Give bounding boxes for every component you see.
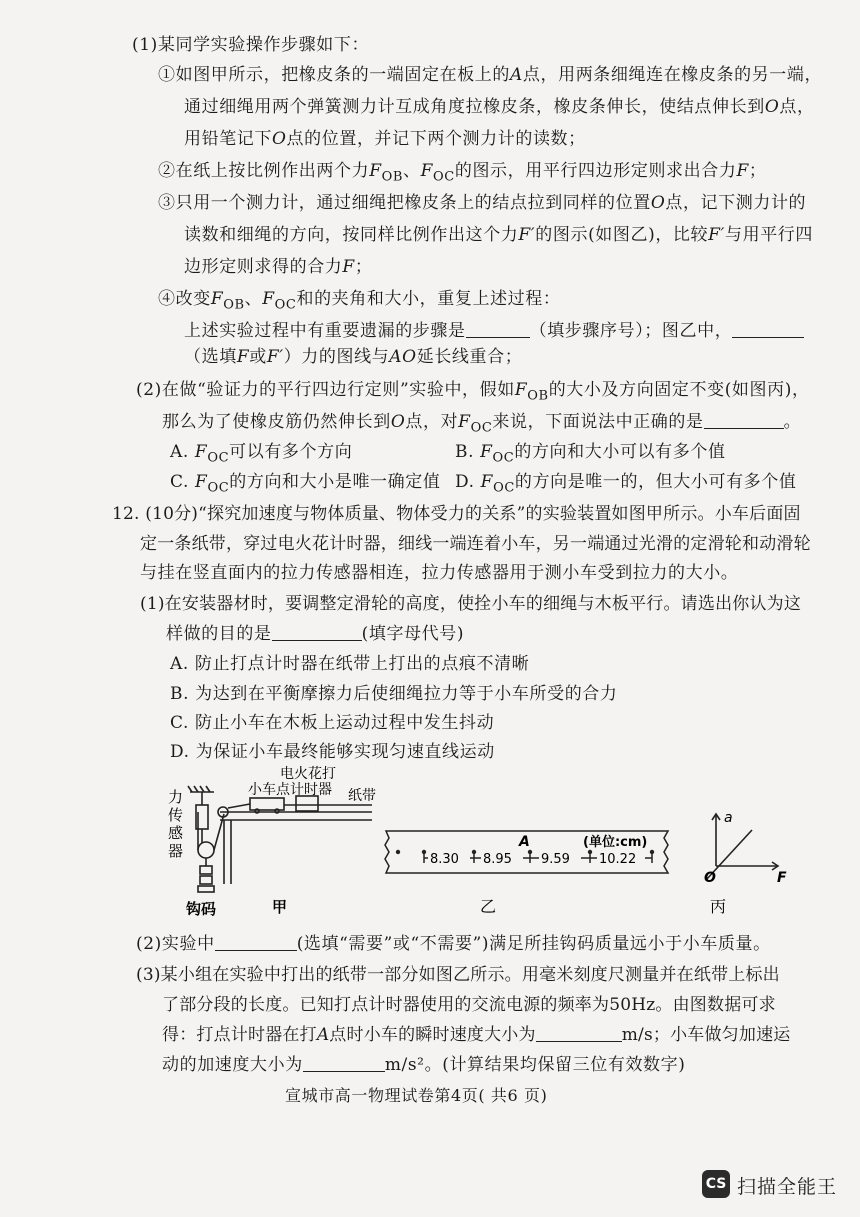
tape-seg-2: 8.95: [483, 852, 512, 867]
graph-origin: O: [704, 870, 716, 886]
q11-step4: ④改变$F_{OB}$、$F_{OC}$和的夹角和大小，重复上述过程：: [158, 289, 561, 313]
q11-step1-line3: 用铅笔记下O点的位置，并记下两个测力计的读数；: [184, 129, 586, 149]
q12-option-b: B. 为达到在平衡摩擦力后使细绳拉力等于小车所受的合力: [170, 684, 618, 704]
q12-part3-line1: (3)某小组在实验中打出的纸带一部分如图乙所示。用毫米刻度尺测量并在纸带上标出: [136, 965, 780, 985]
tape-seg-4: 10.22: [599, 852, 637, 867]
answer-blank-velocity[interactable]: [536, 1023, 622, 1042]
q11-part2-line2: 那么为了使橡皮筋仍然伸长到O点，对$F_{OC}$来说，下面说法中正确的是 。: [162, 412, 802, 436]
scanner-logo-icon: CS: [702, 1170, 730, 1198]
tape-point-a: A: [519, 834, 530, 850]
label-sensor-1: 力: [168, 788, 184, 806]
q12-option-a: A. 防止打点计时器在纸带上打出的点痕不清晰: [170, 654, 530, 674]
q12-part1-line1: (1)在安装器材时，要调整定滑轮的高度，使拴小车的细绳与木板平行。请选出你认为这: [140, 594, 802, 614]
q12-head-line2: 定一条纸带，穿过电火花计时器，细线一端连着小车，另一端通过光滑的定滑轮和动滑轮: [140, 534, 811, 554]
page-footer: 宣城市高一物理试卷第4页( 共6 页): [285, 1086, 548, 1105]
q12-option-d: D. 为保证小车最终能够实现匀速直线运动: [170, 742, 495, 762]
q11-option-c: C. $F_{OC}$的方向和大小是唯一确定值: [170, 472, 441, 496]
q11-step1-line2: 通过细绳用两个弹簧测力计互成角度拉橡皮条，橡皮条伸长，使结点伸长到O点，: [184, 97, 815, 117]
caption-yi: 乙: [480, 897, 497, 916]
graph-x-label: F: [777, 870, 787, 886]
label-weight: 钩码: [186, 900, 217, 918]
q12-part3-line4: 动的加速度大小为 m/s²。(计算结果均保留三位有效数字): [162, 1055, 686, 1075]
q12-head-line1: 12. (10分)“探究加速度与物体质量、物体受力的关系”的实验装置如图甲所示。小车后面固: [112, 504, 801, 524]
q11-option-b: B. $F_{OC}$的方向和大小可以有多个值: [455, 442, 726, 466]
q12-part2: (2)实验中 (选填“需要”或“不需要”)满足所挂钩码质量远小于小车质量。: [136, 934, 771, 954]
q11-step2: ②在纸上按比例作出两个力$F_{OB}$、$F_{OC}$的图示，用平行四边形定则求出合力F；: [158, 161, 767, 185]
label-timer-2: 小车点计时器: [248, 782, 332, 798]
q11-option-a: A. $F_{OC}$可以有多个方向: [170, 442, 353, 466]
q11-part1-intro: (1)某同学实验操作步骤如下：: [132, 35, 370, 55]
q11-question-line2: （选填F或F′）力的图线与AO延长线重合；: [184, 347, 523, 367]
label-sensor-3: 感: [168, 824, 184, 842]
q11-question-line1: 上述实验过程中有重要遗漏的步骤是 （填步骤序号）；图乙中，: [184, 319, 804, 343]
tape-unit: (单位:cm): [583, 835, 648, 850]
label-timer-1: 电火花打: [280, 766, 336, 782]
q11-step3-line1: ③只用一个测力计，通过细绳把橡皮条上的结点拉到同样的位置O点，记下测力计的: [158, 193, 807, 213]
q12-part3-line3: 得：打点计时器在打A点时小车的瞬时速度大小为 m/s；小车做匀加速运: [162, 1025, 791, 1045]
q11-part2-line1: (2)在做“验证力的平行四边行定则”实验中，假如$F_{OB}$的大小及方向固定不变(如图丙)，: [136, 380, 810, 404]
label-sensor-2: 传: [168, 806, 184, 824]
figure-bing: [706, 814, 778, 880]
tape-seg-1: 8.30: [430, 852, 459, 867]
q12-head-line3: 与挂在竖直面内的拉力传感器相连，拉力传感器用于测小车受到拉力的大小。: [140, 563, 739, 583]
q11-step3-line3: 边形定则求得的合力F；: [184, 257, 373, 277]
q11-step1-line1: ①如图甲所示，把橡皮条的一端固定在板上的A点，用两条细绳连在橡皮条的另一端，: [158, 65, 823, 85]
scanner-brand-text: 扫描全能王: [737, 1176, 838, 1198]
answer-blank-acceleration[interactable]: [303, 1053, 385, 1072]
label-sensor-4: 器: [168, 842, 184, 860]
q11-step3-line2: 读数和细绳的方向，按同样比例作出这个力F′的图示(如图乙)，比较F′与用平行四: [184, 225, 813, 245]
caption-jia: 甲: [272, 898, 288, 916]
answer-blank-q12-p2[interactable]: [215, 932, 297, 951]
label-tape: 纸带: [348, 788, 376, 804]
q12-part3-line2: 了部分段的长度。已知打点计时器使用的交流电源的频率为50Hz。由图数据可求: [162, 995, 776, 1015]
graph-y-label: a: [724, 810, 733, 826]
q12-part1-line2: 样做的目的是 (填字母代号): [166, 624, 465, 644]
figure-jia: [188, 786, 372, 892]
caption-bing: 丙: [710, 897, 727, 916]
q11-option-d: D. $F_{OC}$的方向是唯一的，但大小可有多个值: [455, 472, 797, 496]
q12-option-c: C. 防止小车在木板上运动过程中发生抖动: [170, 713, 495, 733]
tape-seg-3: 9.59: [541, 852, 570, 867]
